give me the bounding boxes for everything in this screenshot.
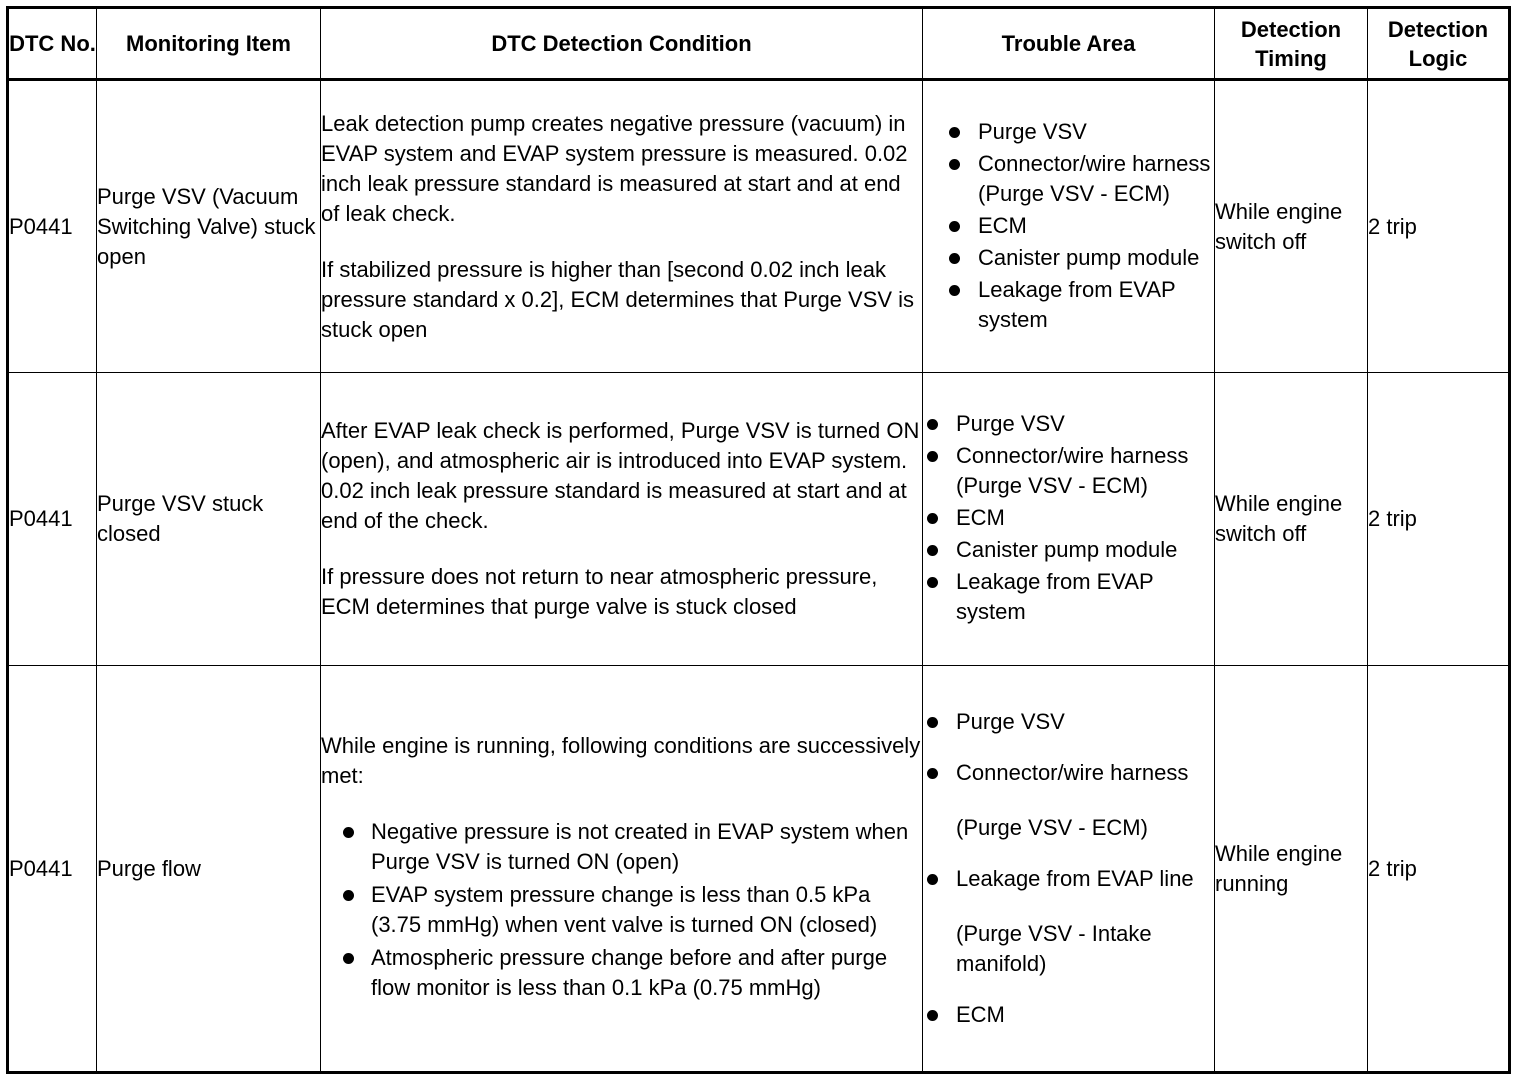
list-item-label: Purge VSV — [956, 709, 1065, 734]
trouble-area-list — [945, 117, 1214, 335]
list-item: EVAP system pressure change is less than 0.5 kPa (3.75 mmHg) when vent valve is turned ON (closed) — [339, 880, 922, 940]
list-item: Connector/wire harness (Purge VSV - ECM) — [945, 149, 1214, 209]
dtc-code: P0441 — [8, 80, 97, 373]
list-item — [923, 758, 1214, 843]
trouble-area-list — [923, 707, 1214, 1030]
header-monitoring-item: Monitoring Item — [97, 8, 321, 80]
dtc-table — [6, 6, 1511, 1074]
list-item: Canister pump module — [945, 243, 1214, 273]
condition-intro: While engine is running, following conditions are successively met: — [321, 733, 921, 788]
list-item: ECM — [945, 211, 1214, 241]
list-item: Purge VSV — [923, 409, 1214, 439]
list-item — [923, 1000, 1214, 1030]
list-item: Leakage from EVAP system — [945, 275, 1214, 335]
trouble-area — [923, 373, 1215, 666]
list-item — [923, 707, 1214, 737]
list-item — [923, 864, 1214, 979]
list-item: Leakage from EVAP system — [923, 567, 1214, 627]
trouble-area — [923, 666, 1215, 1073]
table-row — [8, 373, 1510, 666]
list-item-label: Connector/wire harness — [956, 760, 1189, 785]
list-item-label: ECM — [956, 1002, 1005, 1027]
header-detection-condition: DTC Detection Condition — [321, 8, 923, 80]
monitoring-item: Purge VSV (Vacuum Switching Valve) stuck open — [97, 80, 321, 373]
condition-paragraph: Leak detection pump creates negative pressure (vacuum) in EVAP system and EVAP system pressure is measured. 0.02 inch leak pressure standard is measured at start and at end of leak check. — [321, 110, 908, 226]
dtc-code: P0441 — [8, 666, 97, 1073]
detection-logic: 2 trip — [1368, 373, 1510, 666]
detection-timing: While engine switch off — [1215, 80, 1368, 373]
table-row — [8, 80, 1510, 373]
list-item-note: (Purge VSV - Intake manifold) — [956, 921, 1152, 976]
condition-paragraph: If stabilized pressure is higher than [second 0.02 inch leak pressure standard x 0.2], ECM determines that Purge VSV is stuck open — [321, 256, 915, 342]
header-detection-timing: Detection Timing — [1215, 8, 1368, 80]
detection-logic: 2 trip — [1368, 80, 1510, 373]
detection-condition — [321, 80, 923, 373]
list-item: Canister pump module — [923, 535, 1214, 565]
header-dtc-no: DTC No. — [8, 8, 97, 80]
monitoring-item: Purge VSV stuck closed — [97, 373, 321, 666]
dtc-code: P0441 — [8, 373, 97, 666]
detection-logic: 2 trip — [1368, 666, 1510, 1073]
list-item-label: Leakage from EVAP line — [956, 866, 1194, 891]
trouble-area-list — [923, 409, 1214, 627]
list-item: Connector/wire harness (Purge VSV - ECM) — [923, 441, 1214, 501]
condition-paragraph: If pressure does not return to near atmospheric pressure, ECM determines that purge valve is stuck closed — [321, 564, 878, 619]
detection-timing: While engine running — [1215, 666, 1368, 1073]
detection-condition — [321, 373, 923, 666]
header-row — [8, 8, 1510, 80]
table-row — [8, 666, 1510, 1073]
condition-list — [321, 817, 922, 1003]
trouble-area — [923, 80, 1215, 373]
header-trouble-area: Trouble Area — [923, 8, 1215, 80]
list-item: Negative pressure is not created in EVAP system when Purge VSV is turned ON (open) — [339, 817, 922, 877]
list-item: ECM — [923, 503, 1214, 533]
detection-timing: While engine switch off — [1215, 373, 1368, 666]
list-item-note: (Purge VSV - ECM) — [956, 815, 1148, 840]
detection-condition — [321, 666, 923, 1073]
monitoring-item: Purge flow — [97, 666, 321, 1073]
list-item: Atmospheric pressure change before and after purge flow monitor is less than 0.1 kPa (0.75 mmHg) — [339, 943, 922, 1003]
condition-paragraph: After EVAP leak check is performed, Purge VSV is turned ON (open), and atmospheric air is introduced into EVAP system. 0.02 inch leak pressure standard is measured at start and at end of the check. — [321, 418, 920, 533]
header-detection-logic: Detection Logic — [1368, 8, 1510, 80]
list-item: Purge VSV — [945, 117, 1214, 147]
